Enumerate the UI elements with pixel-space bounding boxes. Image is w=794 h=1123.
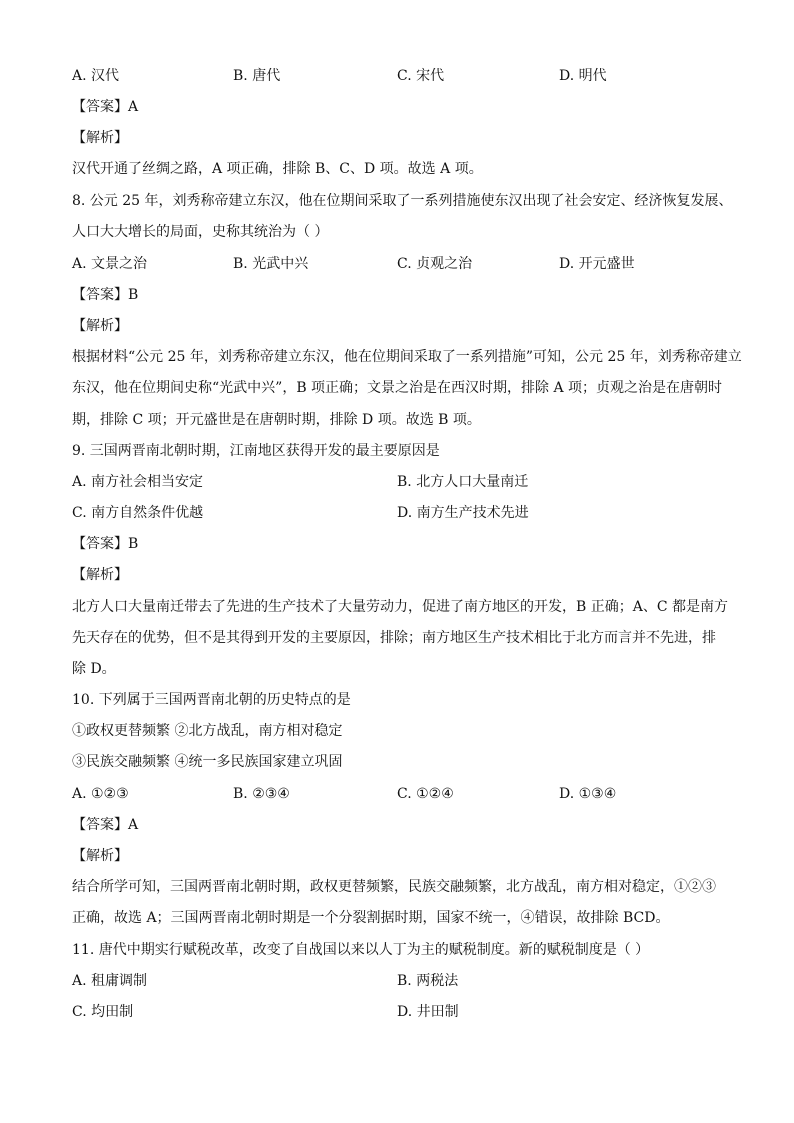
q8-stem-line: 人口大大增长的局面，史称其统治为（ ） (72, 224, 329, 240)
q8-analysis-line: 东汉，他在位期间史称“光武中兴”，B 项正确；文景之治是在西汉时期，排除 A 项；贞观之治是在唐朝时 (72, 380, 723, 396)
q11-option-d: D. 井田制 (397, 1004, 459, 1020)
q9-analysis-line: 除 D。 (72, 661, 116, 677)
q10-stem-line: ③民族交融频繁 ④统一多民族国家建立巩固 (72, 754, 343, 770)
q8-option-a: A. 文景之治 (72, 256, 148, 272)
q11-option-c: C. 均田制 (72, 1004, 134, 1020)
q8-option-b: B. 光武中兴 (233, 256, 309, 272)
q10-option-b: B. ②③④ (233, 786, 290, 802)
q11-option-a: A. 租庸调制 (72, 973, 148, 989)
q9-analysis-label: 【解析】 (72, 567, 128, 583)
q9-analysis-line: 北方人口大量南迁带去了先进的生产技术了大量劳动力，促进了南方地区的开发，B 正确；A、C 都是南方 (72, 599, 729, 615)
q10-analysis-line: 结合所学可知，三国两晋南北朝时期，政权更替频繁，民族交融频繁，北方战乱，南方相对稳定，①②③ (72, 879, 716, 895)
q7-analysis-line: 汉代开通了丝绸之路，A 项正确，排除 B、C、D 项。故选 A 项。 (72, 161, 483, 177)
q10-stem-line: 10. 下列属于三国两晋南北朝的历史特点的是 (72, 692, 351, 708)
q11-stem-line: 11. 唐代中期实行赋税改革，改变了自战国以来以人丁为主的赋税制度。新的赋税制度是（ ） (72, 942, 650, 958)
q9-stem-line: 9. 三国两晋南北朝时期，江南地区获得开发的最主要原因是 (72, 443, 440, 459)
q9-answer: 【答案】B (72, 536, 139, 552)
q8-answer: 【答案】B (72, 287, 139, 303)
q8-option-d: D. 开元盛世 (559, 256, 635, 272)
q7-answer: 【答案】A (72, 99, 139, 115)
q7-option-c: C. 宋代 (397, 68, 445, 84)
q9-option-b: B. 北方人口大量南迁 (397, 474, 529, 490)
q10-stem-line: ①政权更替频繁 ②北方战乱，南方相对稳定 (72, 723, 343, 739)
q10-option-c: C. ①②④ (397, 786, 454, 802)
q10-analysis-line: 正确，故选 A；三国两晋南北朝时期是一个分裂割据时期，国家不统一，④错误，故排除 BCD。 (72, 910, 670, 926)
q8-option-c: C. 贞观之治 (397, 256, 473, 272)
q7-option-b: B. 唐代 (233, 68, 281, 84)
q7-analysis-label: 【解析】 (72, 130, 128, 146)
q10-answer: 【答案】A (72, 817, 139, 833)
q11-option-b: B. 两税法 (397, 973, 459, 989)
q9-option-a: A. 南方社会相当安定 (72, 474, 204, 490)
q9-analysis-line: 先天存在的优势，但不是其得到开发的主要原因，排除；南方地区生产技术相比于北方而言并不先进，排 (72, 630, 716, 646)
q8-analysis-label: 【解析】 (72, 318, 128, 334)
q10-analysis-label: 【解析】 (72, 848, 128, 864)
q9-option-c: C. 南方自然条件优越 (72, 505, 204, 521)
q9-option-d: D. 南方生产技术先进 (397, 505, 529, 521)
q8-analysis-line: 根据材料“公元 25 年，刘秀称帝建立东汉，他在位期间采取了一系列措施”可知，公元 25 年，刘秀称帝建立 (72, 349, 742, 365)
q10-option-a: A. ①②③ (72, 786, 129, 802)
q7-option-a: A. 汉代 (72, 68, 120, 84)
q8-stem-line: 8. 公元 25 年，刘秀称帝建立东汉，他在位期间采取了一系列措施使东汉出现了社会安定、经济恢复发展、 (72, 193, 733, 209)
q8-analysis-line: 期，排除 C 项；开元盛世是在唐朝时期，排除 D 项。故选 B 项。 (72, 412, 481, 428)
q10-option-d: D. ①③④ (559, 786, 617, 802)
q7-option-d: D. 明代 (559, 68, 607, 84)
